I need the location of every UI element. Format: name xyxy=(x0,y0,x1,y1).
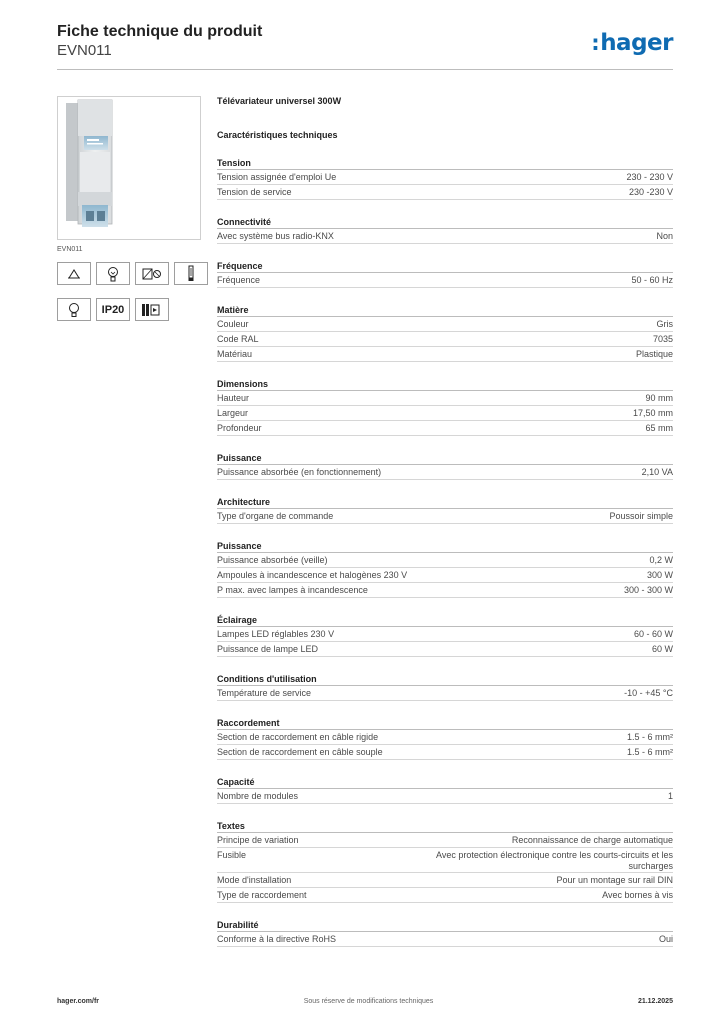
spec-value: 17,50 mm xyxy=(632,408,673,418)
spec-label: Couleur xyxy=(217,319,249,329)
spec-label: Mode d'installation xyxy=(217,875,292,885)
spec-value: 90 mm xyxy=(645,393,673,403)
section-title: Architecture xyxy=(217,496,673,509)
lamp-symbol-icon xyxy=(57,262,91,285)
spec-value: 230 -230 V xyxy=(628,187,673,197)
footer-note: Sous réserve de modifications techniques xyxy=(303,998,434,1005)
spec-label: Section de raccordement en câble rigide xyxy=(217,732,379,742)
page-footer xyxy=(57,998,673,1005)
spec-value: Oui xyxy=(658,934,673,944)
spec-row xyxy=(217,730,673,745)
spec-row xyxy=(217,553,673,568)
spec-value: 0,2 W xyxy=(649,555,673,565)
spec-value: 60 - 60 W xyxy=(633,629,673,639)
spec-value: Plastique xyxy=(635,349,673,359)
section-title: Dimensions xyxy=(217,378,673,391)
spec-label: Matériau xyxy=(217,349,253,359)
spec-value: Avec protection électronique contre les courts-circuits et les surcharges xyxy=(436,850,673,871)
spec-label: Température de service xyxy=(217,688,312,698)
spec-row xyxy=(217,568,673,583)
spec-row xyxy=(217,686,673,701)
fluorescent-tube-icon xyxy=(174,262,208,285)
spec-row xyxy=(217,833,673,848)
section-title: Durabilité xyxy=(217,919,673,932)
section-title: Tension xyxy=(217,157,673,170)
spec-row xyxy=(217,347,673,362)
spec-section xyxy=(217,614,673,657)
spec-section xyxy=(217,452,673,480)
product-image-caption: EVN011 xyxy=(57,246,83,253)
spec-row xyxy=(217,932,673,947)
section-title: Fréquence xyxy=(217,260,673,273)
page-header xyxy=(57,22,673,70)
spec-label: P max. avec lampes à incandescence xyxy=(217,585,368,595)
logo-colon: : xyxy=(591,31,600,55)
section-title: Matière xyxy=(217,304,673,317)
product-name: Télévariateur universel 300W xyxy=(217,96,342,106)
spec-label: Fusible xyxy=(217,850,247,860)
spec-section xyxy=(217,157,673,200)
spec-value: 2,10 VA xyxy=(641,467,673,477)
spec-row xyxy=(217,185,673,200)
section-title: Textes xyxy=(217,820,673,833)
spec-section xyxy=(217,820,673,903)
section-title: Puissance xyxy=(217,452,673,465)
spec-row xyxy=(217,406,673,421)
spec-label: Section de raccordement en câble souple xyxy=(217,747,383,757)
spec-sections xyxy=(217,157,673,947)
spec-row xyxy=(217,273,673,288)
transformer-lamp-icon xyxy=(135,262,169,285)
spec-value: 1 xyxy=(667,791,673,801)
spec-value: -10 - +45 °C xyxy=(624,688,673,698)
spec-section xyxy=(217,717,673,760)
section-title: Connectivité xyxy=(217,216,673,229)
spec-label: Tension de service xyxy=(217,187,292,197)
specifications-title: Caractéristiques techniques xyxy=(217,130,338,140)
footer-website[interactable]: hager.com/fr xyxy=(57,998,100,1005)
spec-label: Puissance de lampe LED xyxy=(217,644,319,654)
spec-row xyxy=(217,229,673,244)
spec-value: Poussoir simple xyxy=(609,511,673,521)
spec-label: Code RAL xyxy=(217,334,259,344)
logo-text: hager xyxy=(600,30,673,56)
spec-section xyxy=(217,304,673,362)
spec-section xyxy=(217,673,673,701)
product-image xyxy=(57,96,201,240)
hager-logo xyxy=(591,30,673,56)
spec-value: 7035 xyxy=(652,334,673,344)
spec-value: Gris xyxy=(656,319,673,329)
spec-row xyxy=(217,583,673,598)
spec-label: Type d'organe de commande xyxy=(217,511,334,521)
spec-label: Largeur xyxy=(217,408,249,418)
spec-section xyxy=(217,540,673,598)
spec-value: 300 - 300 W xyxy=(623,585,673,595)
section-title: Éclairage xyxy=(217,614,673,627)
spec-label: Type de raccordement xyxy=(217,890,307,900)
led-bulb-icon xyxy=(57,298,91,321)
spec-section xyxy=(217,216,673,244)
modular-device-icon xyxy=(135,298,169,321)
spec-row xyxy=(217,873,673,888)
spec-value: 300 W xyxy=(646,570,673,580)
product-reference: EVN011 xyxy=(57,42,112,59)
spec-row xyxy=(217,642,673,657)
spec-row xyxy=(217,170,673,185)
section-title: Raccordement xyxy=(217,717,673,730)
ip20-badge xyxy=(96,298,130,321)
section-title: Conditions d'utilisation xyxy=(217,673,673,686)
spec-label: Hauteur xyxy=(217,393,250,403)
spec-value: 50 - 60 Hz xyxy=(631,275,673,285)
spec-label: Fréquence xyxy=(217,275,261,285)
spec-label: Puissance absorbée (veille) xyxy=(217,555,328,565)
document-title: Fiche technique du produit xyxy=(57,23,263,40)
spec-section xyxy=(217,260,673,288)
spec-label: Ampoules à incandescence et halogènes 230 V xyxy=(217,570,408,580)
spec-row xyxy=(217,421,673,436)
spec-section xyxy=(217,919,673,947)
spec-value: 65 mm xyxy=(645,423,673,433)
spec-section xyxy=(217,776,673,804)
spec-value: 1.5 - 6 mm² xyxy=(626,732,673,742)
spec-label: Nombre de modules xyxy=(217,791,299,801)
spec-row xyxy=(217,391,673,406)
spec-row xyxy=(217,332,673,347)
spec-label: Principe de variation xyxy=(217,835,299,845)
spec-label: Puissance absorbée (en fonctionnement) xyxy=(217,467,382,477)
section-title: Capacité xyxy=(217,776,673,789)
spec-value: Reconnaissance de charge automatique xyxy=(511,835,673,845)
spec-row xyxy=(217,627,673,642)
spec-value: 1.5 - 6 mm² xyxy=(626,747,673,757)
ip-rating-text: IP20 xyxy=(101,303,125,316)
spec-value: 230 - 230 V xyxy=(626,172,673,182)
spec-value: Pour un montage sur rail DIN xyxy=(556,875,673,885)
spec-value: Non xyxy=(656,231,673,241)
specifications xyxy=(217,96,673,947)
spec-label: Tension assignée d'emploi Ue xyxy=(217,172,337,182)
spec-value: 60 W xyxy=(651,644,673,654)
section-title: Puissance xyxy=(217,540,673,553)
spec-row xyxy=(217,848,673,873)
spec-value: Avec bornes à vis xyxy=(602,890,673,900)
spec-row xyxy=(217,317,673,332)
footer-date: 21.12.2025 xyxy=(637,998,673,1005)
spec-label: Avec système bus radio-KNX xyxy=(217,231,334,241)
spec-label: Profondeur xyxy=(217,423,262,433)
spec-section xyxy=(217,496,673,524)
spec-label: Conforme à la directive RoHS xyxy=(217,934,337,944)
spec-row xyxy=(217,465,673,480)
halogen-lamp-icon xyxy=(96,262,130,285)
spec-row xyxy=(217,789,673,804)
spec-row xyxy=(217,745,673,760)
spec-row xyxy=(217,509,673,524)
spec-row xyxy=(217,888,673,903)
spec-section xyxy=(217,378,673,436)
spec-label: Lampes LED réglables 230 V xyxy=(217,629,335,639)
